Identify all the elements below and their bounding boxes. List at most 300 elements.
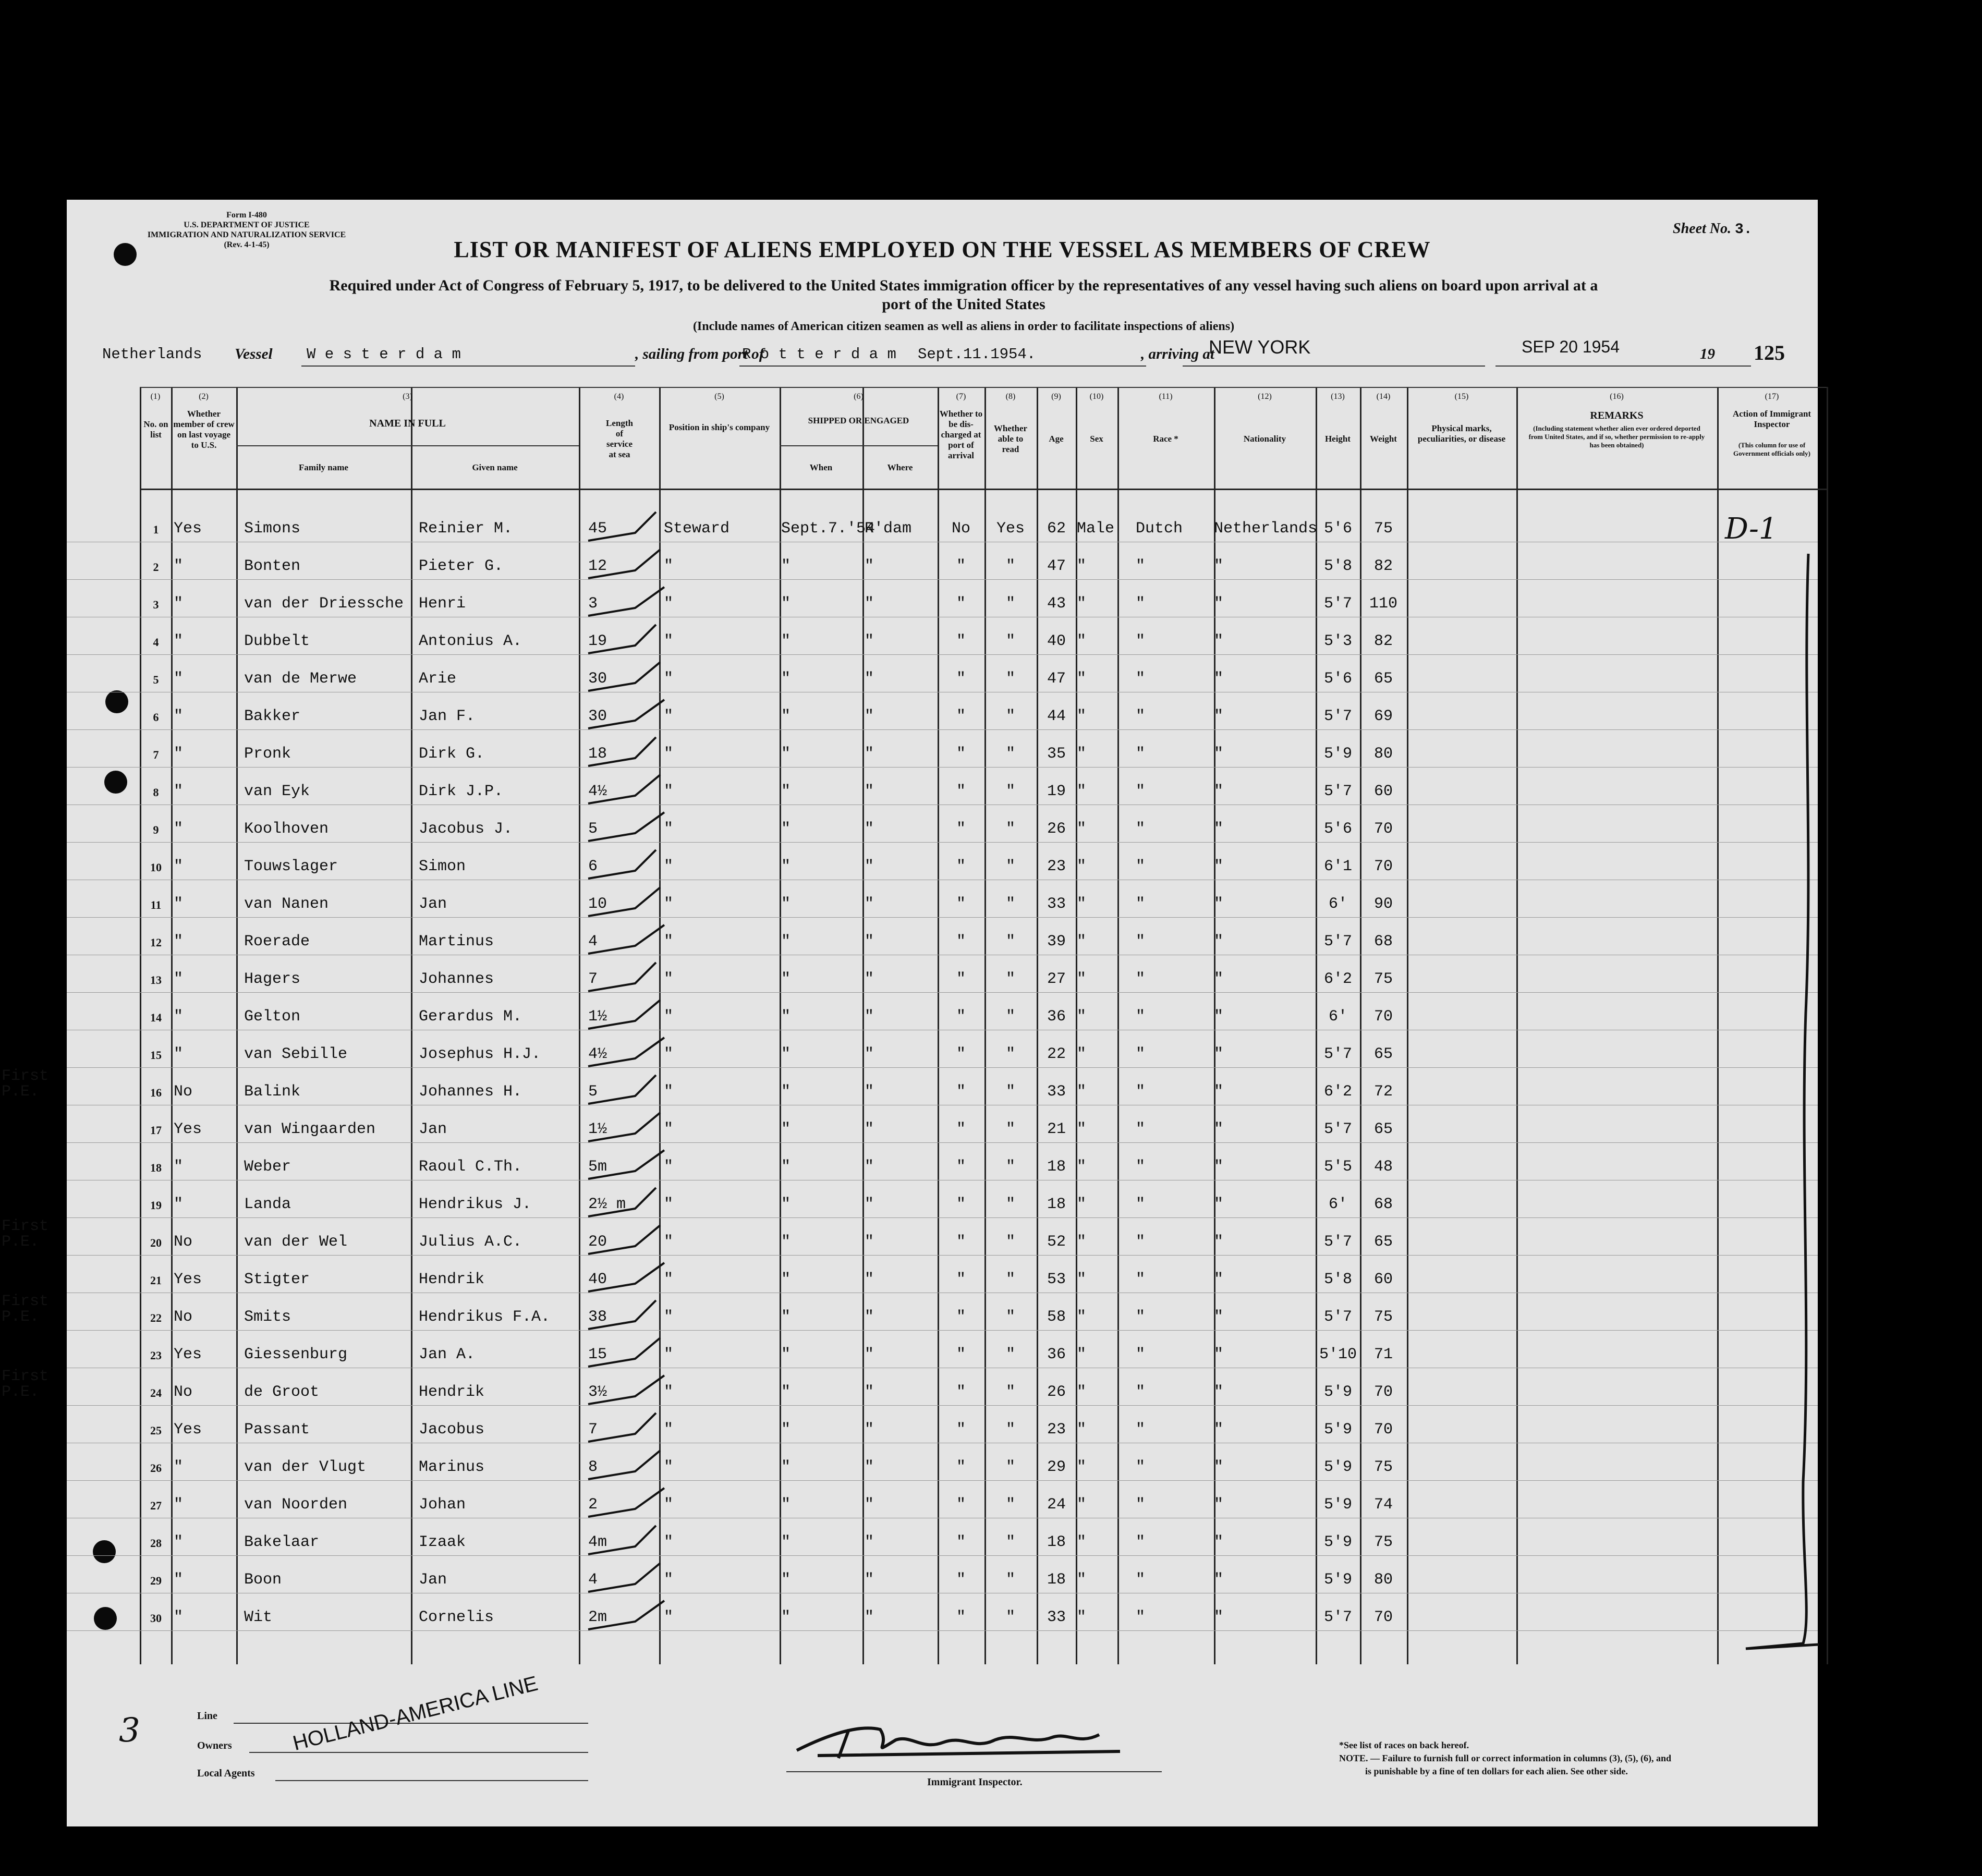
table-row xyxy=(67,632,1818,670)
col-header-remarks: REMARKS xyxy=(1590,410,1644,421)
table-row xyxy=(2,1067,1818,1120)
cell-read: " xyxy=(1005,745,1015,763)
cell-race: " xyxy=(1136,1609,1146,1626)
departure-port: R o t t e r d a m xyxy=(742,346,896,363)
cell-race: " xyxy=(1136,745,1146,763)
cell-where: R'dam xyxy=(865,520,912,538)
cell-height: 6' xyxy=(1328,1008,1347,1026)
cell-disch: " xyxy=(956,1083,966,1101)
cell-weight: 80 xyxy=(1373,745,1393,763)
cell-given: Henri xyxy=(419,595,466,613)
cell-read: " xyxy=(1005,1496,1015,1514)
cell-race: " xyxy=(1136,970,1146,988)
cell-family: van de Merwe xyxy=(244,670,357,688)
table-row xyxy=(67,670,1818,708)
cell-race: " xyxy=(1136,1196,1146,1213)
check-mark xyxy=(588,1375,664,1404)
cell-weight: 69 xyxy=(1373,708,1393,725)
cell-no: 6 xyxy=(153,711,159,724)
cell-height: 5'7 xyxy=(1323,933,1352,951)
cell-weight: 80 xyxy=(1373,1571,1393,1589)
col-header-read: Whether able to read xyxy=(993,423,1028,454)
cell-service: 8 xyxy=(588,1458,598,1476)
cell-position: " xyxy=(664,557,674,575)
cell-given: Hendrik xyxy=(419,1271,485,1288)
table-row xyxy=(67,1609,1818,1646)
arrival-port-stamp: NEW YORK xyxy=(1209,336,1311,358)
cell-service: 4 xyxy=(588,1571,598,1589)
cell-no: 15 xyxy=(150,1049,162,1062)
cell-nat: " xyxy=(1214,1233,1224,1251)
col-header-height: Height xyxy=(1324,434,1351,444)
cell-age: 23 xyxy=(1047,858,1066,875)
cell-last: " xyxy=(174,595,184,613)
check-mark xyxy=(588,625,656,653)
cell-height: 5'7 xyxy=(1323,708,1352,725)
cell-where: " xyxy=(865,970,874,988)
cell-age: 40 xyxy=(1047,632,1066,650)
cell-given: Simon xyxy=(419,858,466,875)
cell-read: " xyxy=(1005,1045,1015,1063)
cell-when: " xyxy=(781,1008,791,1026)
cell-race: " xyxy=(1136,783,1146,800)
cell-no: 21 xyxy=(150,1274,162,1287)
cell-position: " xyxy=(664,1308,674,1326)
cell-race: Dutch xyxy=(1136,520,1183,538)
cell-height: 5'9 xyxy=(1323,1496,1352,1514)
cell-nat: " xyxy=(1214,708,1224,725)
col14-number: (14) xyxy=(1376,392,1391,401)
cell-read: " xyxy=(1005,1271,1015,1288)
cell-where: " xyxy=(865,670,874,688)
col8-number: (8) xyxy=(1005,392,1016,401)
check-mark xyxy=(588,1451,660,1479)
cell-service: 38 xyxy=(588,1308,607,1326)
cell-read: " xyxy=(1005,970,1015,988)
cell-nat: " xyxy=(1214,1346,1224,1363)
cell-disch: " xyxy=(956,1196,966,1213)
cell-position: " xyxy=(664,858,674,875)
cell-position: " xyxy=(664,1196,674,1213)
cell-weight: 68 xyxy=(1373,933,1393,951)
cell-read: " xyxy=(1005,1196,1015,1213)
check-mark xyxy=(588,1075,656,1104)
cell-nat: " xyxy=(1214,858,1224,875)
cell-height: 5'5 xyxy=(1323,1158,1352,1176)
cell-service: 7 xyxy=(588,970,598,988)
cell-sex: " xyxy=(1077,1609,1087,1626)
table-row xyxy=(67,1008,1818,1045)
subtitle-line-1: Required under Act of Congress of February 5, 1917, to be delivered to the United States immigration officer by the representatives of any vessel having such aliens on board upon arrival at a xyxy=(329,277,1598,294)
cell-race: " xyxy=(1136,1496,1146,1514)
cell-last: No xyxy=(174,1308,193,1326)
cell-family: Landa xyxy=(244,1196,291,1213)
cell-no: 18 xyxy=(150,1161,162,1174)
footnote-races: *See list of races on back hereof. xyxy=(1339,1740,1469,1750)
cell-family: Boon xyxy=(244,1571,282,1589)
col-header-position: Position in ship's company xyxy=(668,422,770,432)
cell-no: 27 xyxy=(150,1499,162,1512)
cell-service: 2 xyxy=(588,1496,598,1514)
cell-position: " xyxy=(664,1120,674,1138)
cell-nat: " xyxy=(1214,1533,1224,1551)
cell-sex: " xyxy=(1077,970,1087,988)
cell-last: " xyxy=(174,670,184,688)
cell-sex: " xyxy=(1077,595,1087,613)
cell-sex: " xyxy=(1077,1196,1087,1213)
footnote-penalty-1: NOTE. — Failure to furnish full or correct information in columns (3), (5), (6), and xyxy=(1339,1753,1671,1763)
table-row xyxy=(67,1120,1818,1158)
form-service: IMMIGRATION AND NATURALIZATION SERVICE xyxy=(147,230,346,239)
inspector-signature xyxy=(786,1714,1162,1771)
cell-disch: " xyxy=(956,1120,966,1138)
table-row xyxy=(67,1045,1818,1083)
col-header-discharged: Whether to be dis-charged at port of arrival xyxy=(939,409,983,460)
table-row xyxy=(67,1196,1818,1233)
page-title: LIST OR MANIFEST OF ALIENS EMPLOYED ON THE VESSEL AS MEMBERS OF CREW xyxy=(454,237,1431,262)
cell-race: " xyxy=(1136,1383,1146,1401)
cell-race: " xyxy=(1136,1346,1146,1363)
cell-height: 5'9 xyxy=(1323,1533,1352,1551)
cell-read: " xyxy=(1005,1383,1015,1401)
cell-position: " xyxy=(664,1083,674,1101)
cell-nat: Netherlands xyxy=(1214,520,1318,538)
cell-where: " xyxy=(865,1421,874,1439)
cell-given: Jan xyxy=(419,1120,447,1138)
cell-family: van Sebille xyxy=(244,1045,348,1063)
cell-read: " xyxy=(1005,1083,1015,1101)
cell-weight: 90 xyxy=(1373,895,1393,913)
cell-race: " xyxy=(1136,933,1146,951)
cell-weight: 65 xyxy=(1373,1120,1393,1138)
cell-where: " xyxy=(865,1609,874,1626)
cell-race: " xyxy=(1136,1158,1146,1176)
col-header-given-name: Given name xyxy=(472,462,518,472)
cell-when: " xyxy=(781,1271,791,1288)
cell-family: Simons xyxy=(244,520,301,538)
cell-where: " xyxy=(865,858,874,875)
cell-last: Yes xyxy=(174,1120,202,1138)
cell-disch: " xyxy=(956,895,966,913)
cell-where: " xyxy=(865,1233,874,1251)
cell-height: 6' xyxy=(1328,1196,1347,1213)
cell-last: " xyxy=(174,632,184,650)
col-header-shipped: SHIPPED OR ENGAGED xyxy=(808,416,909,425)
table-row xyxy=(67,595,1818,632)
cell-position: " xyxy=(664,820,674,838)
cell-height: 5'7 xyxy=(1323,1120,1352,1138)
cell-family: van Eyk xyxy=(244,783,310,800)
col-header-remarks-note: (Including statement whether alien ever ordered deported from United States, and if so, whether permission to re-apply has been obtained) xyxy=(1528,424,1705,449)
cell-family: Passant xyxy=(244,1421,310,1439)
cell-given: Arie xyxy=(419,670,457,688)
cell-nat: " xyxy=(1214,1045,1224,1063)
cell-no: 23 xyxy=(150,1349,162,1362)
cell-when: " xyxy=(781,1421,791,1439)
cell-age: 18 xyxy=(1047,1533,1066,1551)
check-mark xyxy=(588,587,664,616)
cell-height: 5'9 xyxy=(1323,1421,1352,1439)
cell-sex: " xyxy=(1077,1571,1087,1589)
cell-height: 5'7 xyxy=(1323,783,1352,800)
cell-service: 15 xyxy=(588,1346,607,1363)
cell-read: " xyxy=(1005,1609,1015,1626)
cell-no: 26 xyxy=(150,1461,162,1475)
cell-nat: " xyxy=(1214,1496,1224,1514)
cell-sex: " xyxy=(1077,858,1087,875)
cell-height: 5'8 xyxy=(1323,1271,1352,1288)
col-header-inspector: Action of Immigrant Inspector xyxy=(1732,409,1811,429)
cell-sex: " xyxy=(1077,1120,1087,1138)
cell-last: " xyxy=(174,708,184,725)
cell-when: " xyxy=(781,708,791,725)
cell-weight: 70 xyxy=(1373,1008,1393,1026)
cell-race: " xyxy=(1136,632,1146,650)
manifest-table xyxy=(2,387,1818,1664)
cell-read: " xyxy=(1005,1233,1015,1251)
holland-america-stamp: HOLLAND-AMERICA LINE xyxy=(290,1672,540,1756)
cell-family: van der Vlugt xyxy=(244,1458,367,1476)
cell-service: 12 xyxy=(588,557,607,575)
col-header-name: NAME IN FULL xyxy=(369,418,446,429)
cell-position: " xyxy=(664,1533,674,1551)
cell-last: " xyxy=(174,1496,184,1514)
cell-nat: " xyxy=(1214,557,1224,575)
col-header-nationality: Nationality xyxy=(1243,434,1286,444)
cell-given: Johannes xyxy=(419,970,494,988)
check-mark xyxy=(588,512,656,541)
cell-weight: 70 xyxy=(1373,1421,1393,1439)
owners-label: Owners xyxy=(197,1740,232,1751)
cell-sex: " xyxy=(1077,1383,1087,1401)
cell-when: " xyxy=(781,1609,791,1626)
cell-height: 5'6 xyxy=(1323,670,1352,688)
cell-height: 5'9 xyxy=(1323,745,1352,763)
cell-disch: No xyxy=(951,520,970,538)
check-mark xyxy=(588,550,660,578)
cell-given: Hendrikus F.A. xyxy=(419,1308,551,1326)
cell-when: " xyxy=(781,1158,791,1176)
table-row xyxy=(2,1368,1818,1421)
cell-service: 30 xyxy=(588,708,607,725)
cell-height: 5'10 xyxy=(1319,1346,1357,1363)
cell-last: " xyxy=(174,1008,184,1026)
cell-position: " xyxy=(664,1571,674,1589)
cell-sex: " xyxy=(1077,1158,1087,1176)
cell-position: " xyxy=(664,783,674,800)
cell-position: " xyxy=(664,970,674,988)
check-mark xyxy=(588,1526,656,1554)
cell-position: " xyxy=(664,595,674,613)
cell-last: No xyxy=(174,1383,193,1401)
check-mark xyxy=(588,1338,660,1367)
col-header-physical: Physical marks, peculiarities, or disease xyxy=(1417,423,1506,444)
cell-given: Josephus H.J. xyxy=(419,1045,541,1063)
inspector-mark: D-1 xyxy=(1725,512,1778,546)
cell-disch: " xyxy=(956,1571,966,1589)
cell-nat: " xyxy=(1214,1083,1224,1101)
cell-where: " xyxy=(865,783,874,800)
col5-number: (5) xyxy=(714,392,724,401)
table-row xyxy=(67,708,1818,745)
cell-position: " xyxy=(664,1383,674,1401)
cell-position: " xyxy=(664,1271,674,1288)
cell-where: " xyxy=(865,745,874,763)
cell-where: " xyxy=(865,1158,874,1176)
local-agents-label: Local Agents xyxy=(197,1768,255,1779)
cell-no: 1 xyxy=(153,523,159,536)
arriving-label: , arriving at xyxy=(1141,346,1214,362)
cell-age: 18 xyxy=(1047,1571,1066,1589)
cell-read: " xyxy=(1005,708,1015,725)
cell-position: " xyxy=(664,745,674,763)
cell-disch: " xyxy=(956,820,966,838)
col3-number: (3) xyxy=(403,392,412,401)
cell-where: " xyxy=(865,1346,874,1363)
cell-family: van der Driessche xyxy=(244,595,404,613)
line-label: Line xyxy=(197,1710,217,1722)
cell-last: " xyxy=(174,820,184,838)
cell-nat: " xyxy=(1214,1008,1224,1026)
punch-hole xyxy=(114,243,137,266)
col-header-race: Race * xyxy=(1153,434,1178,444)
cell-nat: " xyxy=(1214,632,1224,650)
cell-given: Reinier M. xyxy=(419,520,513,538)
sheet-number-value: 3. xyxy=(1735,222,1753,238)
vessel-label: Vessel xyxy=(235,346,273,362)
cell-read: " xyxy=(1005,858,1015,875)
table-row xyxy=(67,1271,1818,1308)
table-row xyxy=(67,895,1818,933)
cell-nat: " xyxy=(1214,595,1224,613)
check-mark xyxy=(588,1038,664,1066)
cell-family: Weber xyxy=(244,1158,291,1176)
cell-when: " xyxy=(781,1083,791,1101)
cell-disch: " xyxy=(956,632,966,650)
cell-position: " xyxy=(664,1008,674,1026)
cell-no: 30 xyxy=(150,1612,162,1625)
cell-service: 4 xyxy=(588,933,598,951)
cell-sex: " xyxy=(1077,745,1087,763)
cell-disch: " xyxy=(956,1458,966,1476)
cell-disch: " xyxy=(956,670,966,688)
cell-given: Hendrik xyxy=(419,1383,485,1401)
cell-age: 24 xyxy=(1047,1496,1066,1514)
cell-where: " xyxy=(865,1383,874,1401)
cell-position: " xyxy=(664,1233,674,1251)
cell-when: " xyxy=(781,1496,791,1514)
cell-last: No xyxy=(174,1233,193,1251)
cell-race: " xyxy=(1136,1571,1146,1589)
check-mark xyxy=(588,662,660,691)
cell-no: 12 xyxy=(150,936,162,949)
cell-read: " xyxy=(1005,670,1015,688)
cell-given: Dirk G. xyxy=(419,745,485,763)
cell-sex: " xyxy=(1077,1008,1087,1026)
cell-sex: " xyxy=(1077,820,1087,838)
cell-service: 40 xyxy=(588,1271,607,1288)
cell-race: " xyxy=(1136,895,1146,913)
cell-where: " xyxy=(865,933,874,951)
cell-given: Jan A. xyxy=(419,1346,476,1363)
year-prefix: 19 xyxy=(1700,346,1715,362)
cell-nat: " xyxy=(1214,1120,1224,1138)
cell-nat: " xyxy=(1214,1271,1224,1288)
cell-height: 6' xyxy=(1328,895,1347,913)
cell-family: Dubbelt xyxy=(244,632,310,650)
cell-read: " xyxy=(1005,1571,1015,1589)
cell-weight: 71 xyxy=(1373,1346,1393,1363)
table-row xyxy=(67,520,1818,557)
cell-when: " xyxy=(781,970,791,988)
cell-nat: " xyxy=(1214,1383,1224,1401)
cell-nat: " xyxy=(1214,1158,1224,1176)
check-mark xyxy=(588,1188,656,1216)
cell-disch: " xyxy=(956,557,966,575)
cell-no: 19 xyxy=(150,1199,162,1212)
cell-last: " xyxy=(174,745,184,763)
col11-number: (11) xyxy=(1159,392,1173,401)
cell-race: " xyxy=(1136,1533,1146,1551)
cell-last: " xyxy=(174,933,184,951)
cell-weight: 72 xyxy=(1373,1083,1393,1101)
cell-weight: 70 xyxy=(1373,858,1393,875)
cell-read: Yes xyxy=(996,520,1025,538)
col-header-inspector-note: (This column for use of Government officials only) xyxy=(1733,441,1811,457)
table-row xyxy=(2,1293,1818,1346)
col1-number: (1) xyxy=(150,392,161,401)
cell-where: " xyxy=(865,708,874,725)
col-header-family-name: Family name xyxy=(299,462,348,472)
cell-sex: " xyxy=(1077,1496,1087,1514)
cell-nat: " xyxy=(1214,933,1224,951)
cell-when: " xyxy=(781,1045,791,1063)
cell-no: 16 xyxy=(150,1086,162,1099)
cell-family: van Noorden xyxy=(244,1496,348,1514)
cell-height: 5'9 xyxy=(1323,1571,1352,1589)
cell-family: Touwslager xyxy=(244,858,338,875)
cell-service: 30 xyxy=(588,670,607,688)
cell-service: 1½ xyxy=(588,1120,607,1138)
cell-where: " xyxy=(865,1196,874,1213)
cell-sex: " xyxy=(1077,895,1087,913)
cell-race: " xyxy=(1136,708,1146,725)
check-mark xyxy=(588,737,656,766)
cell-age: 18 xyxy=(1047,1158,1066,1176)
cell-weight: 82 xyxy=(1373,632,1393,650)
cell-sex: " xyxy=(1077,1533,1087,1551)
cell-given: Izaak xyxy=(419,1533,466,1551)
cell-weight: 82 xyxy=(1373,557,1393,575)
cell-nat: " xyxy=(1214,895,1224,913)
cell-family: van der Wel xyxy=(244,1233,348,1251)
check-mark xyxy=(588,1488,664,1517)
col12-number: (12) xyxy=(1258,392,1272,401)
cell-where: " xyxy=(865,1120,874,1138)
cell-when: " xyxy=(781,557,791,575)
cell-disch: " xyxy=(956,1271,966,1288)
cell-age: 19 xyxy=(1047,783,1066,800)
cell-race: " xyxy=(1136,670,1146,688)
cell-read: " xyxy=(1005,1008,1015,1026)
cell-nat: " xyxy=(1214,670,1224,688)
col9-number: (9) xyxy=(1051,392,1061,401)
cell-disch: " xyxy=(956,1158,966,1176)
cell-service: 6 xyxy=(588,858,598,875)
cell-disch: " xyxy=(956,933,966,951)
cell-when: " xyxy=(781,1571,791,1589)
immigrant-inspector-label: Immigrant Inspector. xyxy=(927,1776,1023,1788)
